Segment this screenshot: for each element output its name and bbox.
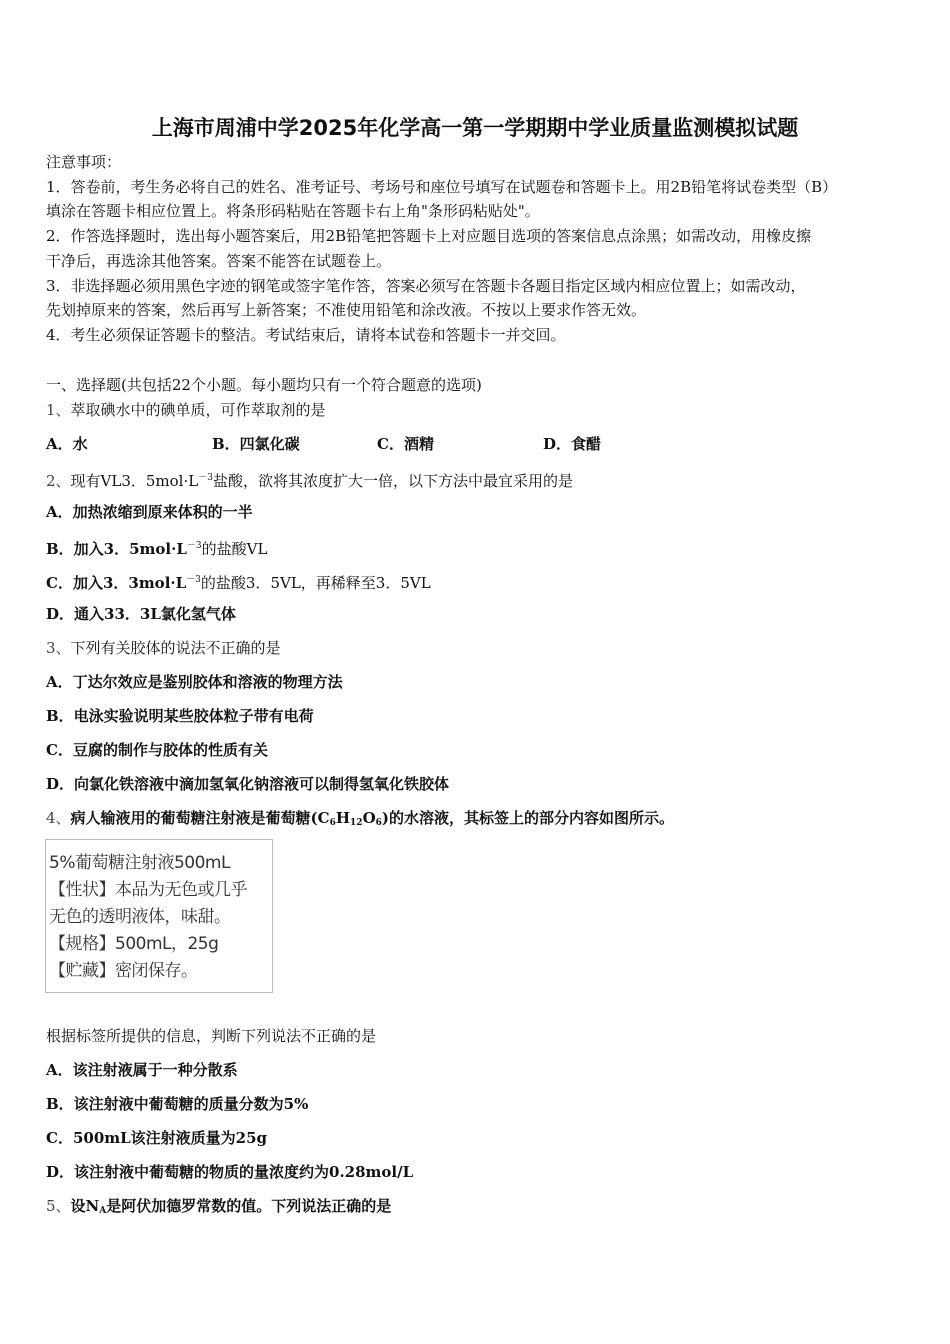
question-4-stem [46,806,674,835]
question-number: 5、 [46,1197,71,1215]
label-line: 【性状】本品为无色或几乎 [49,880,247,900]
subscript: A [99,1206,107,1216]
q4-option-d: D．该注射液中葡萄糖的物质的量浓度约为0.28mol/L [46,1163,414,1181]
notice-line: 1．答卷前，考生务必将自己的姓名、准考证号、考场号和座位号填写在试题卷和答题卡上。用2B铅笔将试卷类型（B） [46,178,838,196]
q2-option-d: D．通入33．3L氯化氢气体 [46,605,236,623]
question-number: 2、 [46,472,71,490]
label-line: 【规格】500mL，25g [49,934,219,954]
question-text: 萃取碘水中的碘单质，可作萃取剂的是 [70,401,326,419]
notice-line: 填涂在答题卡相应位置上。将条形码粘贴在答题卡右上角"条形码粘贴处"。 [46,202,540,220]
question-text: 设N [70,1197,100,1215]
q3-option-b: B．电泳实验说明某些胶体粒子带有电荷 [46,707,314,725]
label-line: 5%葡萄糖注射液500mL [49,853,230,873]
q1-option-b: B．四氯化碳 [212,435,300,453]
subscript: 6 [375,818,382,828]
question-2-stem [46,466,573,493]
q1-option-d: D．食醋 [543,435,602,453]
glucose-label-image [45,839,273,993]
notice-heading: 注意事项： [46,153,122,171]
question-text: )的水溶液，其标签上的部分内容如图所示。 [381,809,675,827]
question-3-stem [46,636,281,660]
superscript: －3 [186,541,202,551]
q4-option-a: A．该注射液属于一种分散系 [46,1061,238,1079]
subscript: 6 [329,818,336,828]
superscript: －3 [186,575,201,585]
label-line: 【贮藏】密闭保存。 [49,961,198,981]
q4-option-c: C．500mL该注射液质量为25g [46,1129,268,1147]
notice-line: 2．作答选择题时，选出每小题答案后，用2B铅笔把答题卡上对应题目选项的答案信息点涂黑；如需改动，用橡皮擦 [46,227,812,245]
notice-line: 干净后，再选涂其他答案。答案不能答在试题卷上。 [46,252,392,270]
section-heading: 一、选择题(共包括22个小题。每小题均只有一个符合题意的选项) [46,376,482,394]
question-text: 病人输液用的葡萄糖注射液是葡萄糖(C [70,809,330,827]
option-text: B．加入3．5mol·L [46,540,187,558]
question-1-stem [46,398,326,422]
question-text: 是阿伏加德罗常数的值。下列说法正确的是 [106,1197,392,1215]
label-line: 无色的透明液体，味甜。 [49,907,231,927]
exam-title: 上海市周浦中学2025年化学高一第一学期期中学业质量监测模拟试题 [151,116,799,140]
q1-option-c: C．酒精 [377,435,434,453]
option-text: C．加入3．3mol·L [46,574,187,592]
question-5-stem [46,1194,391,1223]
q2-option-a: A．加热浓缩到原来体积的一半 [46,503,253,521]
q2-option-c [46,568,431,595]
question-text: 下列有关胶体的说法不正确的是 [70,639,281,657]
q4-option-b: B．该注射液中葡萄糖的质量分数为5% [46,1095,309,1113]
subscript: 12 [350,818,363,828]
question-number: 3、 [46,639,71,657]
q2-option-b [46,534,267,561]
notice-line: 4．考生必须保证答题卡的整洁。考试结束后，请将本试卷和答题卡一并交回。 [46,326,566,344]
q4-prompt: 根据标签所提供的信息，判断下列说法不正确的是 [46,1027,377,1045]
option-text: 的盐酸3．5VL，再稀释至3．5VL [200,574,431,592]
q3-option-d: D．向氯化铁溶液中滴加氢氧化钠溶液可以制得氢氧化铁胶体 [46,775,450,793]
question-text: O [362,809,376,827]
question-number: 4、 [46,809,71,827]
option-text: 的盐酸VL [201,540,268,558]
q1-option-a: A．水 [46,435,88,453]
notice-line: 先划掉原来的答案，然后再写上新答案；不准使用铅笔和涂改液。不按以上要求作答无效。 [46,301,647,319]
question-number: 1、 [46,401,71,419]
notice-line: 3．非选择题必须用黑色字迹的钢笔或签字笔作答，答案必须写在答题卡各题目指定区域内相应位置上；如需改动， [46,277,806,295]
q3-option-a: A．丁达尔效应是鉴别胶体和溶液的物理方法 [46,673,343,691]
superscript: －3 [198,473,213,483]
question-text: 现有VL3．5mol·L [70,472,199,490]
q3-option-c: C．豆腐的制作与胶体的性质有关 [46,741,268,759]
question-text: H [335,809,351,827]
question-text: 盐酸，欲将其浓度扩大一倍，以下方法中最宜采用的是 [212,472,573,490]
